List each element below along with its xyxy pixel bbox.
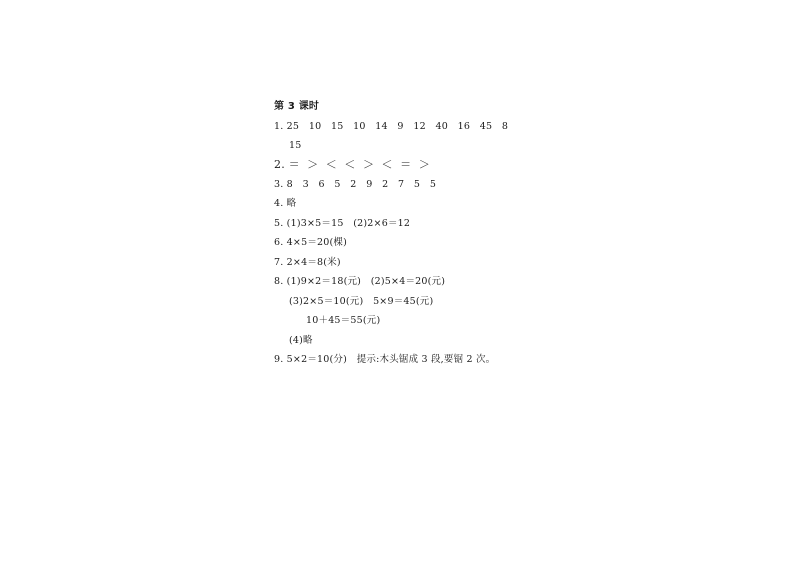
- answer-line-5: 5. (1)3×5＝15 (2)2×6＝12: [274, 218, 411, 229]
- answer-line-3: 3. 8 3 6 5 2 9 2 7 5 5: [274, 179, 437, 190]
- answer-line-9: 9. 5×2＝10(分) 提示:木头锯成 3 段,要锯 2 次。: [274, 354, 496, 365]
- answer-line-8: 8. (1)9×2＝18(元) (2)5×4＝20(元): [274, 276, 446, 287]
- answer-line-7: 7. 2×4＝8(米): [274, 257, 341, 268]
- answer-line-1-continued: 15: [289, 140, 302, 151]
- answer-line-8-part-3: (3)2×5＝10(元) 5×9＝45(元): [289, 296, 434, 307]
- answer-line-1: 1. 25 10 15 10 14 9 12 40 16 45 8: [274, 121, 509, 132]
- lesson-title: 第 3 课时: [274, 101, 320, 112]
- answer-line-8-part-4: (4)略: [289, 335, 313, 346]
- answer-line-2: 2. ＝ ＞ ＜ ＜ ＞ ＜ ＝ ＞: [274, 158, 430, 171]
- answer-line-4: 4. 略: [274, 198, 297, 209]
- answer-line-8-sum: 10＋45＝55(元): [306, 315, 381, 326]
- answer-line-6: 6. 4×5＝20(棵): [274, 237, 348, 248]
